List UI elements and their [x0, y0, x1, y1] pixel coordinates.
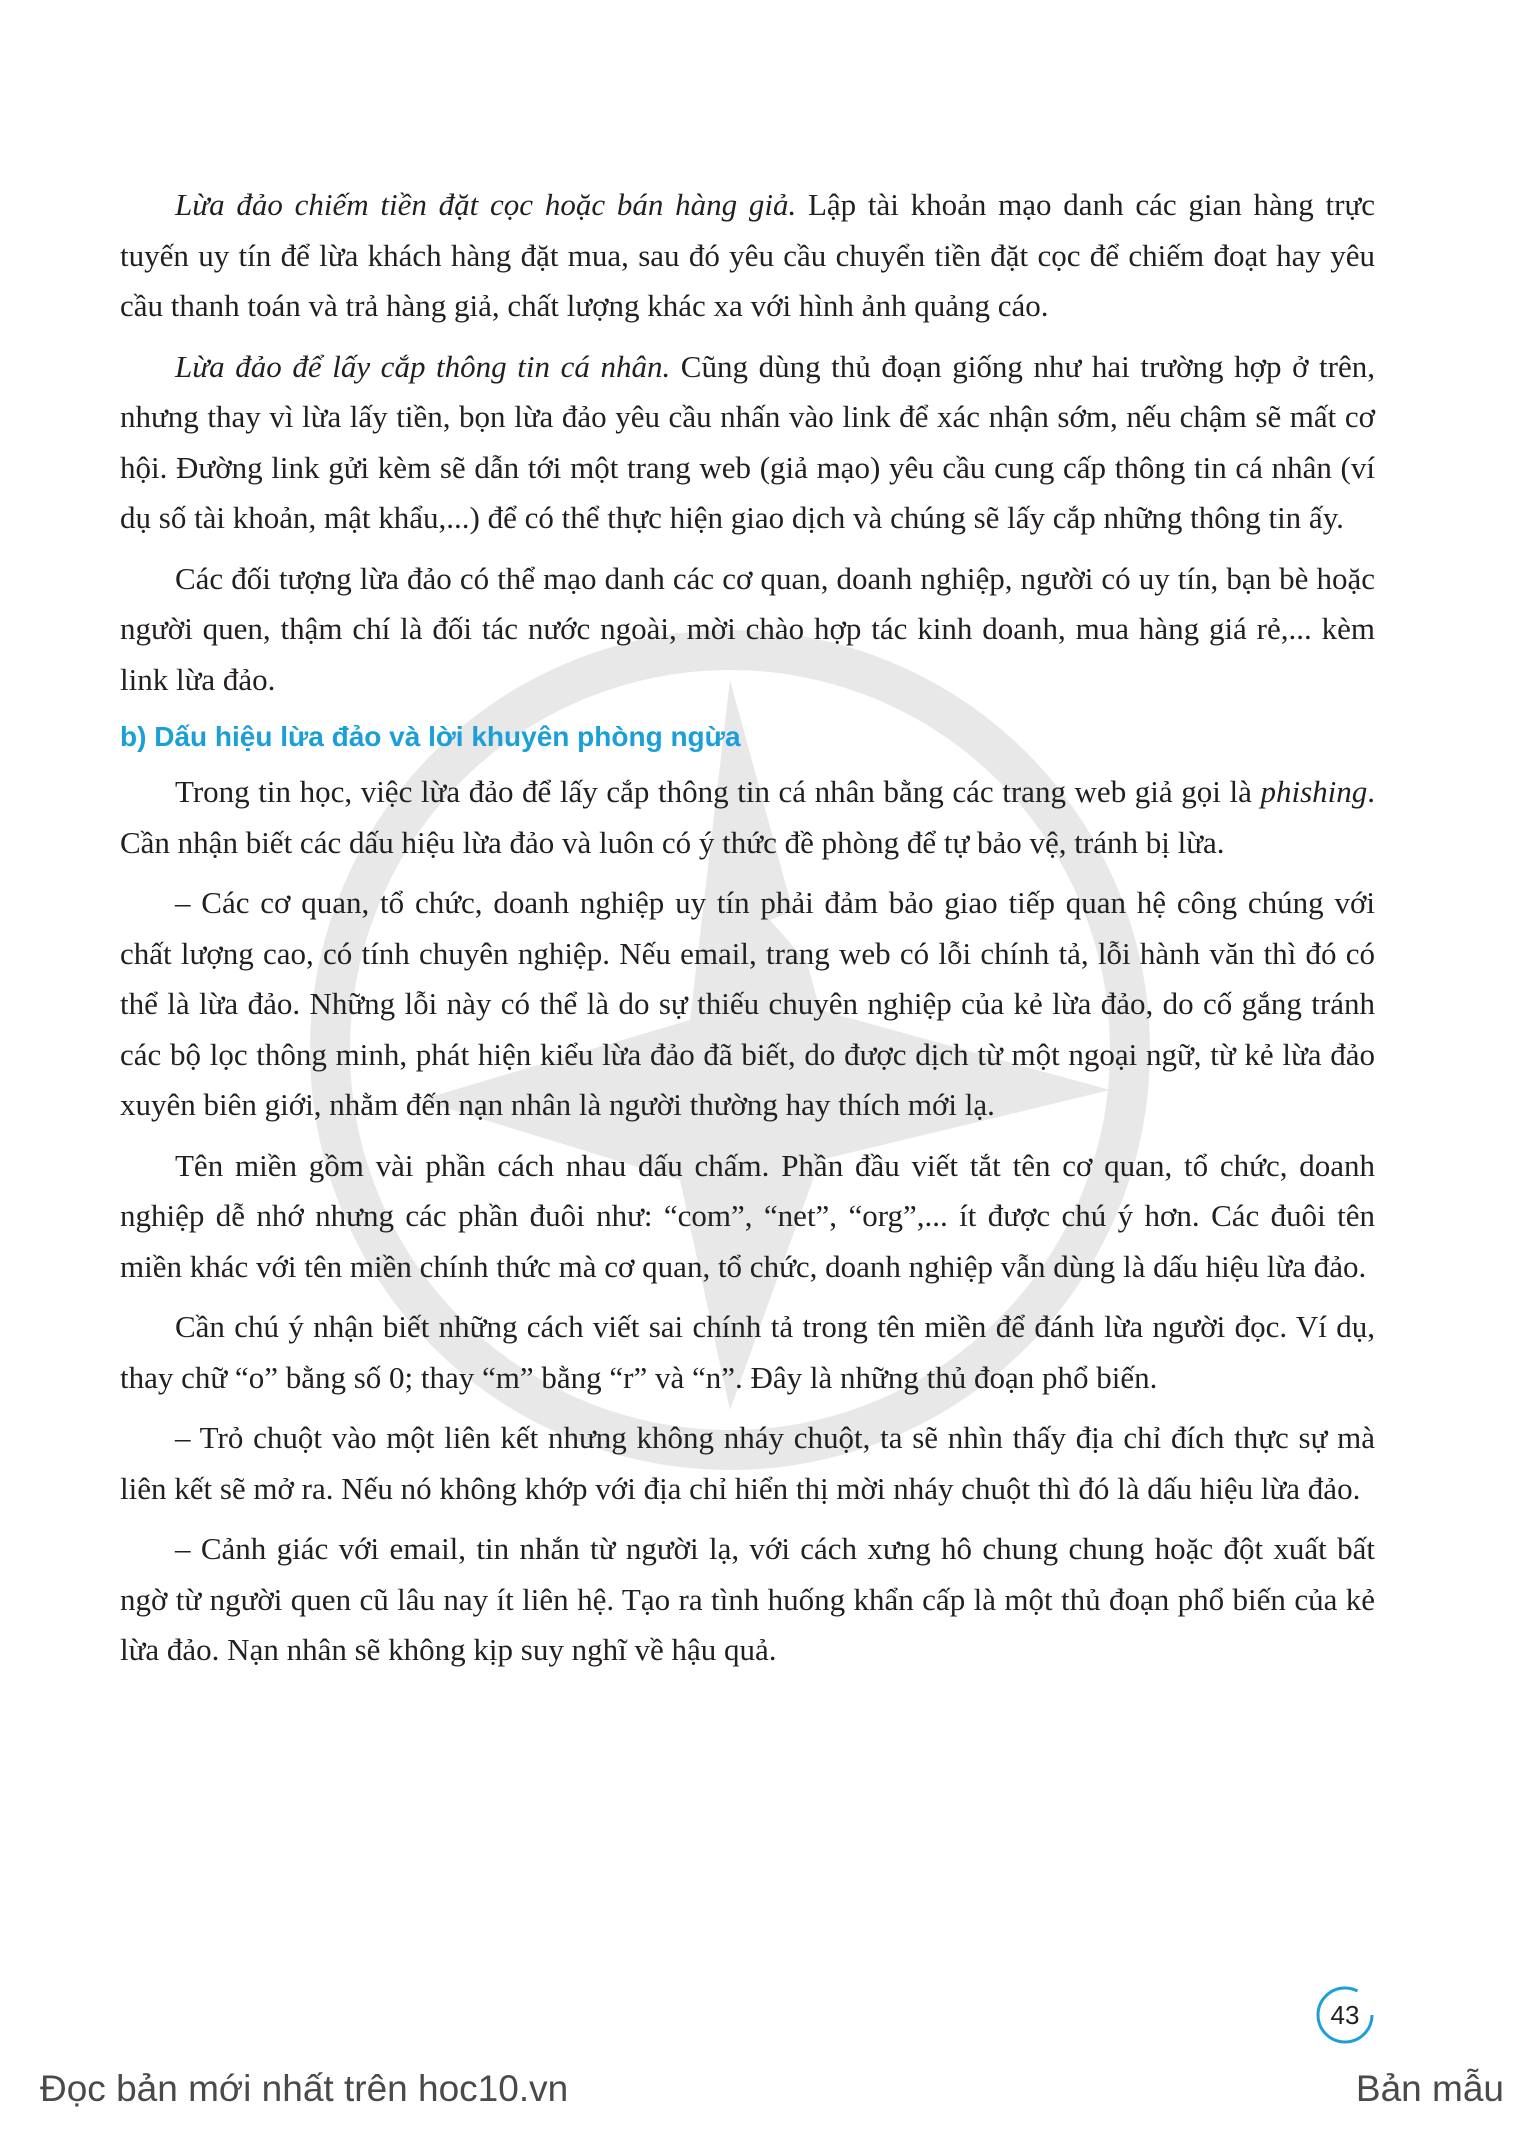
paragraph-professional-communication: – Các cơ quan, tổ chức, doanh nghiệp uy tín phải đảm bảo giao tiếp quan hệ công chúng với chất lượng cao, có tính chuyên nghiệp. Nếu email, trang web có lỗi chính tả, lỗi hành văn thì đó có thể là lừa đảo. Những lỗi này có thể là do sự thiếu chuyên nghiệp của kẻ lừa đảo, do cố gắng tránh các bộ lọc thông minh, phát hiện kiểu lừa đảo đã biết, do được dịch từ một ngoại ngữ, từ kẻ lừa đảo xuyên biên giới, nhằm đến nạn nhân là người thường hay thích mới lạ. [120, 885, 1375, 1122]
footer-sample-label: Bản mẫu [1355, 2068, 1504, 2109]
section-heading-b: b) Dấu hiệu lừa đảo và lời khuyên phòng ngừa [120, 721, 741, 752]
page-content [120, 180, 1375, 1686]
phishing-term: phishing [1260, 774, 1368, 809]
paragraph-domain-parts: Tên miền gồm vài phần cách nhau dấu chấm. Phần đầu viết tắt tên cơ quan, tổ chức, doanh nghiệp dễ nhớ nhưng các phần đuôi như: “com”, “net”, “org”,... ít được chú ý hơn. Các đuôi tên miền khác với tên miền chính thức mà cơ quan, tổ chức, doanh nghiệp vẫn dùng là dấu hiệu lừa đảo. [120, 1147, 1375, 1284]
paragraph-phishing [120, 767, 1375, 868]
paragraph-info-theft-title: Lừa đảo để lấy cắp thông tin cá nhân. [175, 348, 671, 384]
page-number: 43 [1330, 1999, 1360, 2030]
paragraph-impersonation: Các đối tượng lừa đảo có thể mạo danh các cơ quan, doanh nghiệp, người có uy tín, bạn bè hoặc người quen, thậm chí là đối tác nước ngoài, mời chào hợp tác kinh doanh, mua hàng giá rẻ,... kèm link lừa đảo. [120, 560, 1375, 697]
paragraph-deposit-fraud [120, 180, 1375, 332]
page-number-badge [1314, 1984, 1376, 2046]
paragraph-phishing-b: . Cần nhận biết các dấu hiệu lừa đảo và luôn có ý thức đề phòng để tự bảo vệ, tránh bị lừa. [120, 774, 1375, 860]
paragraph-info-theft [120, 342, 1375, 544]
paragraph-deposit-fraud-title: Lừa đảo chiếm tiền đặt cọc hoặc bán hàng giả. [175, 187, 797, 222]
paragraph-deposit-fraud-body: Lập tài khoản mạo danh các gian hàng trực tuyến uy tín để lừa khách hàng đặt mua, sau đó yêu cầu chuyển tiền đặt cọc để chiếm đoạt hay yêu cầu thanh toán và trả hàng giả, chất lượng khác xa với hình ảnh quảng cáo. [120, 187, 1376, 323]
paragraph-hover-link: – Trỏ chuột vào một liên kết nhưng không nháy chuột, ta sẽ nhìn thấy địa chỉ đích thực sự mà liên kết sẽ mở ra. Nếu nó không khớp với địa chỉ hiển thị mời nháy chuột thì đó là dấu hiệu lừa đảo. [120, 1420, 1375, 1506]
paragraph-phishing-a: Trong tin học, việc lừa đảo để lấy cắp thông tin cá nhân bằng các trang web giả gọi là [175, 774, 1261, 809]
paragraph-stranger-caution: – Cảnh giác với email, tin nhắn từ người lạ, với cách xưng hô chung chung hoặc đột xuất bất ngờ từ người quen cũ lâu nay ít liên hệ. Tạo ra tình huống khẩn cấp là một thủ đoạn phổ biến của kẻ lừa đảo. Nạn nhân sẽ không kịp suy nghĩ về hậu quả. [120, 1531, 1375, 1667]
paragraph-misspelled-domain: Cần chú ý nhận biết những cách viết sai chính tả trong tên miền để đánh lừa người đọc. Ví dụ, thay chữ “o” bằng số 0; thay “m” bằng “r” và “n”. Đây là những thủ đoạn phổ biến. [120, 1309, 1375, 1395]
paragraph-info-theft-body: Cũng dùng thủ đoạn giống như hai trường hợp ở trên, nhưng thay vì lừa lấy tiền, bọn lừa đảo yêu cầu nhấn vào link để xác nhận sớm, nếu chậm sẽ mất cơ hội. Đường link gửi kèm sẽ dẫn tới một trang web (giả mạo) yêu cầu cung cấp thông tin cá nhân (ví dụ số tài khoản, mật khẩu,...) để có thể thực hiện giao dịch và chúng sẽ lấy cắp những thông tin ấy. [120, 348, 1376, 535]
footer-read-latest: Đọc bản mới nhất trên hoc10.vn [40, 2068, 569, 2109]
